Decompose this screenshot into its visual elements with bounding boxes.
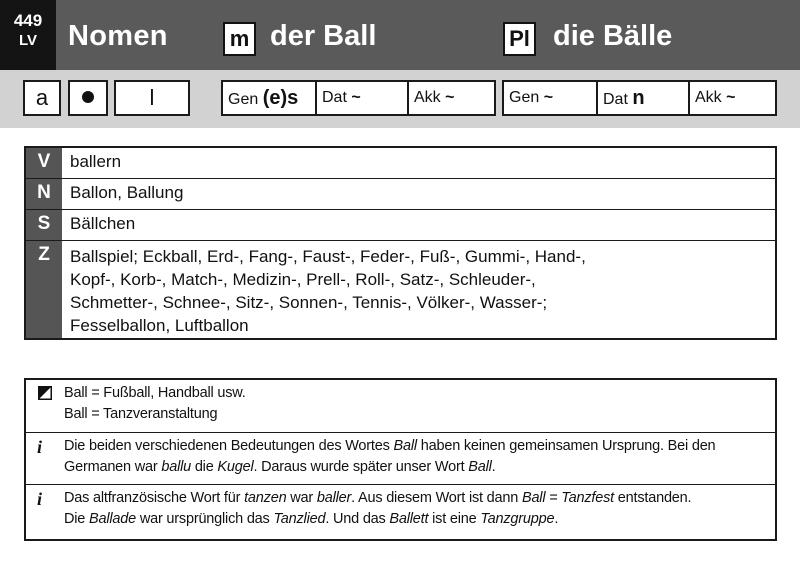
plural-badge: Pl: [503, 22, 536, 56]
singular-dat: Dat ~: [315, 82, 407, 114]
entry-level: LV: [18, 32, 38, 49]
meaning-text: Ball = Fußball, Handball usw. Ball = Tanzveranstaltung: [64, 385, 246, 422]
entry-number: 449: [13, 11, 43, 30]
row-text: ballern: [70, 152, 122, 171]
row-letter: Z: [26, 241, 62, 338]
row-letter: V: [26, 148, 62, 178]
info-table: [24, 378, 777, 541]
meaning-row: [26, 380, 775, 432]
singular-form: der Ball: [270, 20, 377, 52]
singular-cases: [221, 80, 496, 116]
row-text: Ballon, Ballung: [70, 183, 184, 202]
compound-line: Schmetter-, Schnee-, Sitz-, Sonnen-, Tennis-, Völker-, Wasser-;: [70, 293, 548, 312]
compound-line: Kopf-, Korb-, Match-, Medizin-, Prell-, Roll-, Satz-, Schleuder-,: [70, 270, 536, 289]
row-verb: [26, 148, 775, 178]
info-icon: i: [37, 437, 43, 457]
origin-note-row: [26, 432, 775, 485]
singular-akk: Akk ~: [407, 82, 496, 114]
origin-note-text: Die beiden verschiedenen Bedeutungen des Wortes Ball haben keinen gemeinsamen Ursprung. Bei den Germanen war ballu die Kugel. Daraus wurde später unser Wort Ball.: [64, 438, 716, 475]
row-compounds: [26, 240, 775, 338]
row-noun: [26, 178, 775, 209]
plural-akk: Akk ~: [688, 82, 777, 114]
plural-dat: Dat n: [596, 82, 688, 114]
info-icon: i: [37, 489, 43, 509]
row-text: Bällchen: [70, 214, 136, 233]
entry-number-box: [0, 0, 56, 70]
etymology-note-text: Das altfranzösische Wort für tanzen war baller. Aus diesem Wort ist dann Ball = Tanzfest entstanden. Die Ballade war ursprünglich das Tanzlied. Und das Ballett ist eine Tanzgruppe.: [64, 490, 692, 527]
row-letter: N: [26, 179, 62, 209]
plural-form: die Bälle: [553, 20, 673, 52]
row-diminutive: [26, 209, 775, 240]
vowel-box: a: [23, 80, 61, 116]
gender-badge: m: [223, 22, 256, 56]
singular-gen: Gen (e)s: [228, 87, 299, 109]
plural-cases: [502, 80, 777, 116]
short-vowel-dot-icon: [82, 91, 94, 103]
meaning-icon: [38, 386, 52, 400]
row-text: [70, 245, 767, 337]
word-family-table: [24, 146, 777, 340]
word-class-title: Nomen: [68, 20, 168, 52]
length-box: l: [114, 80, 190, 116]
etymology-note-row: [26, 484, 775, 540]
row-letter: S: [26, 210, 62, 240]
plural-gen: Gen ~: [509, 89, 554, 106]
compound-line: Fesselballon, Luftballon: [70, 316, 249, 335]
compound-line: Ballspiel; Eckball, Erd-, Fang-, Faust-, Feder-, Fuß-, Gummi-, Hand-,: [70, 247, 586, 266]
stress-box: [68, 80, 108, 116]
